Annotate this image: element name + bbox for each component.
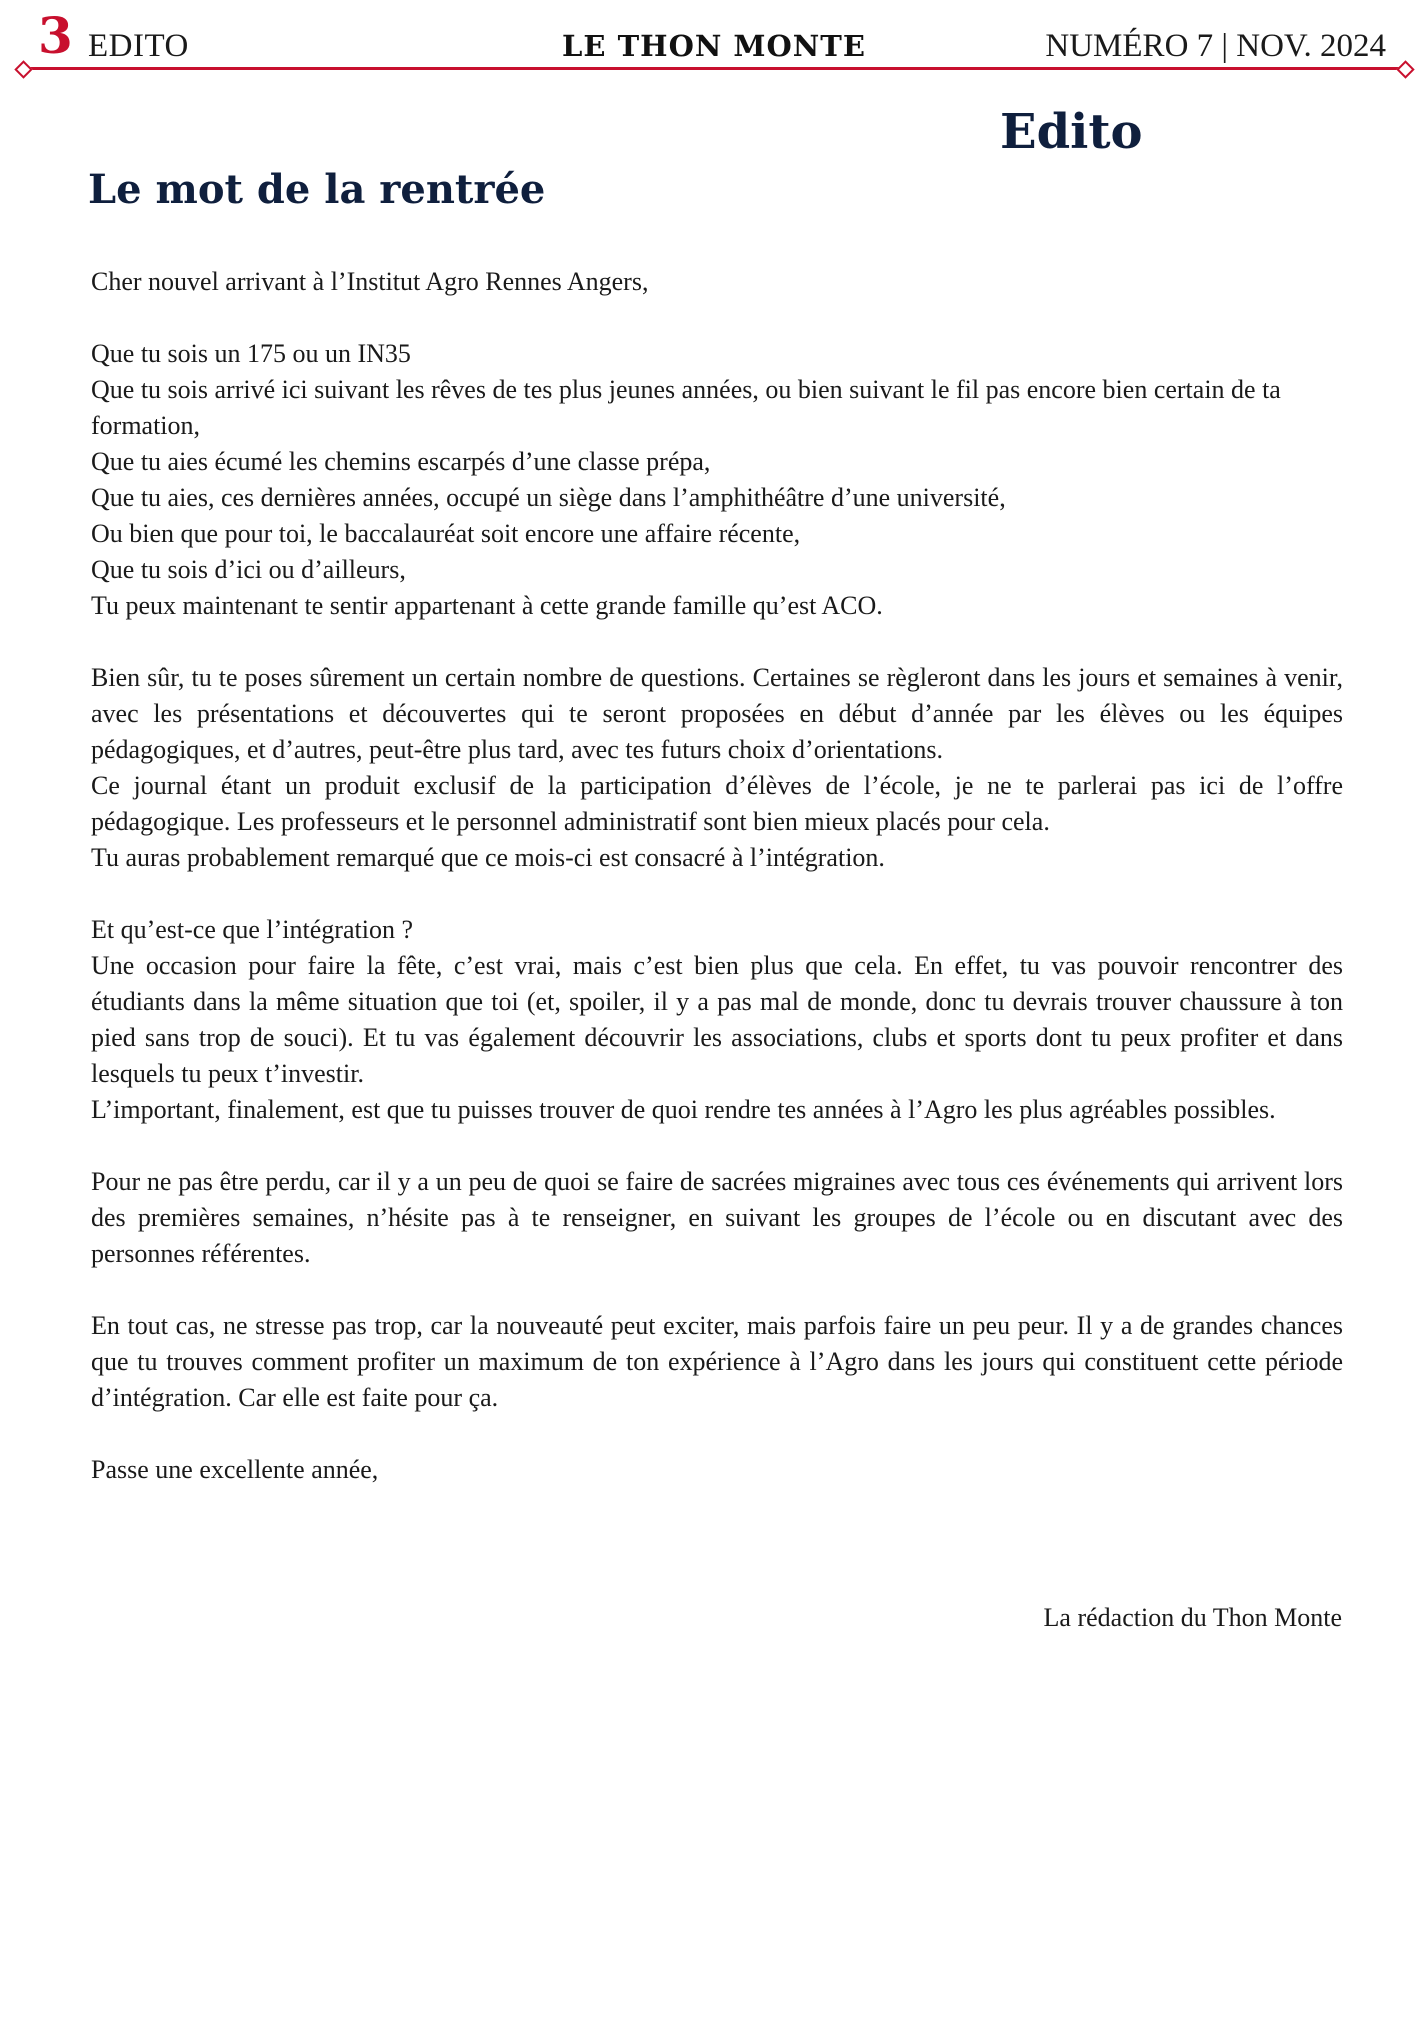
journal-name: LE THON MONTE <box>562 29 866 63</box>
verse-line: Tu peux maintenant te sentir appartenant à cette grande famille qu’est ACO. <box>91 591 883 620</box>
lost-paragraph: Pour ne pas être perdu, car il y a un peu de quoi se faire de sacrées migraines avec tous ces événements qui arrivent lors des premières semaines, n’hésite pas à te renseigner, en suivant les groupes de l’école ou en discutant avec des personnes référentes. <box>91 1167 1343 1268</box>
page-title: Le mot de la rentrée <box>88 166 546 213</box>
questions-text: Tu auras probablement remarqué que ce mois-ci est consacré à l’intégration. <box>91 843 885 872</box>
greeting <box>91 264 1343 300</box>
stress-paragraph: En tout cas, ne stresse pas trop, car la nouveauté peut exciter, mais parfois faire un peu peur. Il y a de grandes chances que tu trouves comment profiter un maximum de ton expérience à l’Agro dans les jours qui constituent cette période d’intégration. Car elle est faite pour ça. <box>91 1311 1343 1412</box>
verse-line: Que tu aies, ces dernières années, occupé un siège dans l’amphithéâtre d’une université, <box>91 483 1006 512</box>
page-header <box>0 0 1428 80</box>
verse-line: Que tu sois arrivé ici suivant les rêves de tes plus jeunes années, ou bien suivant le fil pas encore bien certain de ta formation, <box>91 375 1281 440</box>
verse-line: Ou bien que pour toi, le baccalauréat soit encore une affaire récente, <box>91 519 801 548</box>
verse-line: Que tu sois d’ici ou d’ailleurs, <box>91 555 406 584</box>
article-body <box>91 264 1343 1524</box>
greeting-text: Cher nouvel arrivant à l’Institut Agro Rennes Angers, <box>91 267 649 296</box>
page-number: 3 <box>38 6 73 65</box>
closing-line: Passe une excellente année, <box>91 1455 379 1484</box>
integration-text: Une occasion pour faire la fête, c’est vrai, mais c’est bien plus que cela. En effet, tu vas pouvoir rencontrer des étudiants dans la même situation que toi (et, spoiler, il y a pas mal de monde, donc tu devrais trouver chaussure à ton pied sans trop de souci). Et tu vas également découvrir les associations, clubs et sports dont tu peux profiter et dans lesquels tu peux t’investir. <box>91 951 1343 1088</box>
integration-question: Et qu’est-ce que l’intégration ? <box>91 915 413 944</box>
section-label: EDITO <box>88 28 189 64</box>
verses-paragraph <box>91 336 1343 624</box>
integration-text: L’important, finalement, est que tu puisses trouver de quoi rendre tes années à l’Agro les plus agréables possibles. <box>91 1095 1276 1124</box>
questions-paragraph <box>91 660 1343 876</box>
section-kicker: Edito <box>1000 104 1143 160</box>
signature: La rédaction du Thon Monte <box>1043 1603 1342 1632</box>
header-rule <box>22 67 1406 70</box>
questions-text: Ce journal étant un produit exclusif de la participation d’élèves de l’école, je ne te parlerai pas ici de l’offre pédagogique. Les professeurs et le personnel administratif sont bien mieux placés pour cela. <box>91 771 1343 836</box>
integration-paragraph <box>91 912 1343 1128</box>
issue-info: NUMÉRO 7 | NOV. 2024 <box>1045 28 1386 64</box>
verse-line: Que tu aies écumé les chemins escarpés d’une classe prépa, <box>91 447 711 476</box>
verse-line: Que tu sois un 175 ou un IN35 <box>91 339 411 368</box>
questions-text: Bien sûr, tu te poses sûrement un certain nombre de questions. Certaines se règleront dans les jours et semaines à venir, avec les présentations et découvertes qui te seront proposées en début d’année par les élèves ou les équipes pédagogiques, et d’autres, peut-être plus tard, avec tes futurs choix d’orientations. <box>91 663 1343 764</box>
